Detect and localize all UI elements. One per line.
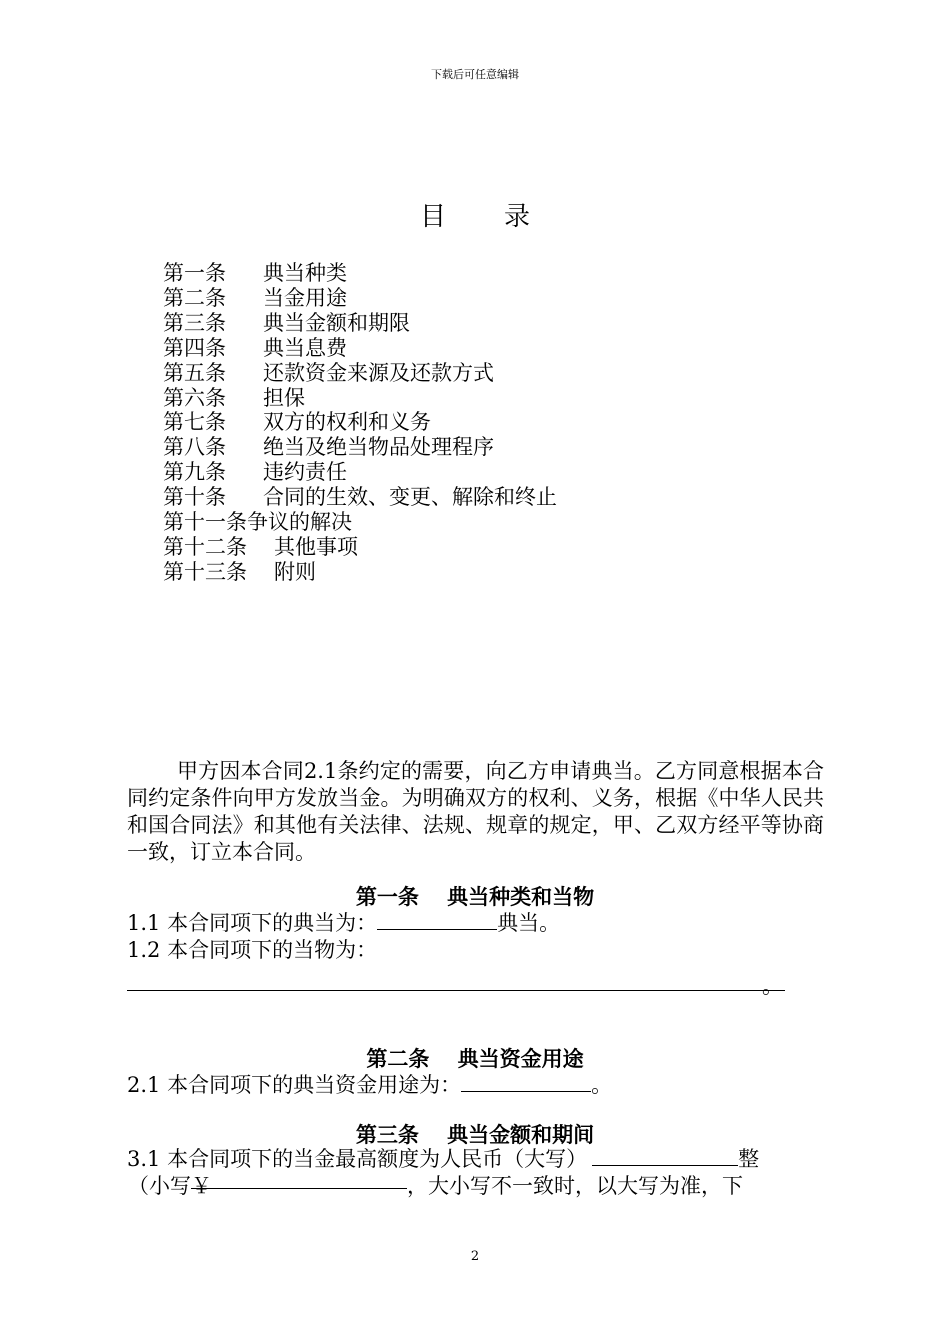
toc-item[interactable] [163,386,557,411]
toc-item[interactable] [163,560,557,585]
toc-item-text: 双方的权利和义务 [263,410,431,435]
article-3-title: 第三条 典当金额和期间 [355,1123,595,1147]
header-note: 下载后可任意编辑 [431,68,519,81]
toc-item-text: 还款资金来源及还款方式 [263,360,494,385]
toc-item-number: 第七条 [163,410,226,435]
clause-text: 1.1 本合同项下的典当为： [127,911,378,935]
toc-item-text: 担保 [263,385,305,410]
toc-item-number: 第八条 [163,435,226,460]
amount-uppercase-blank[interactable] [592,1147,738,1166]
toc-item[interactable] [163,510,557,535]
toc-item-number: 第五条 [163,360,226,385]
intro-paragraph: 甲方因本合同2.1条约定的需要，向乙方申请典当。乙方同意根据本合同约定条件向甲方发放当金。为明确双方的权利、义务，根据《中华人民共和国合同法》和其他有关法律、法规、规章的规定，甲、乙双方经平等协商一致，订立本合同。 [127,759,824,864]
toc-item-number: 第六条 [163,385,226,410]
toc-item[interactable] [163,311,557,336]
toc-item-number: 第二条 [163,285,226,310]
clause-text: 。 [591,1073,613,1097]
toc-item[interactable] [163,485,557,510]
toc-item[interactable] [163,336,557,361]
article-2-clause-1 [127,1069,612,1099]
toc-item-text: 争议的解决 [247,510,352,535]
toc-item-text: 违约责任 [263,460,347,485]
clause-text: 典当。 [497,911,561,935]
end-mark: 。 [762,974,783,998]
clause-text: （小写 [128,1174,191,1198]
toc-item-text: 绝当及绝当物品处理程序 [263,435,494,460]
toc-item-text: 当金用途 [263,285,347,310]
toc-title-char-2: 录 [504,202,531,232]
pawn-item-blank[interactable] [127,990,785,991]
clause-text: 整 [738,1147,760,1171]
toc-item-number: 第九条 [163,460,226,485]
toc-item-number: 第一条 [163,261,226,285]
toc-item-text: 附则 [274,559,316,584]
toc-item[interactable] [163,361,557,386]
clause-text: 2.1 本合同项下的典当资金用途为： [127,1073,462,1097]
toc-title-char-1: 目 [419,202,446,232]
toc-item[interactable] [163,410,557,435]
article-3-clause-1-cont [128,1170,743,1200]
toc-item-number: 第十一条 [163,510,247,535]
toc-item[interactable] [163,261,557,286]
toc-item-text: 典当金额和期限 [263,310,410,335]
pawn-type-blank[interactable] [377,911,497,930]
toc-item-number: 第十条 [163,485,226,510]
table-of-contents [163,261,557,585]
toc-item[interactable] [163,535,557,560]
clause-text: ，大小写不一致时，以大写为准，下 [407,1174,743,1198]
toc-title [0,196,950,233]
toc-item-number: 第十二条 [163,534,247,559]
page-number: 2 [470,1249,480,1264]
article-2-title: 第二条 典当资金用途 [366,1047,584,1071]
article-3-clause-1 [127,1143,759,1173]
yuan-sign: ￥ [191,1174,212,1198]
toc-item-text: 合同的生效、变更、解除和终止 [263,485,557,510]
toc-item[interactable] [163,286,557,311]
clause-text: 3.1 本合同项下的当金最高额度为人民币（大写） [127,1147,588,1171]
toc-item-number: 第十三条 [163,559,247,584]
article-1-clause-2: 1.2 本合同项下的当物为： [127,938,378,962]
toc-item-text: 典当息费 [263,335,347,360]
toc-item-text: 其他事项 [274,534,358,559]
toc-item[interactable] [163,435,557,460]
article-1-clause-1 [127,907,560,937]
amount-lowercase-blank[interactable] [191,1170,407,1198]
toc-item-number: 第三条 [163,310,226,335]
toc-item[interactable] [163,460,557,485]
fund-usage-blank[interactable] [461,1073,591,1092]
article-1-title: 第一条 典当种类和当物 [355,885,595,909]
toc-item-text: 典当种类 [263,261,347,285]
toc-item-number: 第四条 [163,335,226,360]
